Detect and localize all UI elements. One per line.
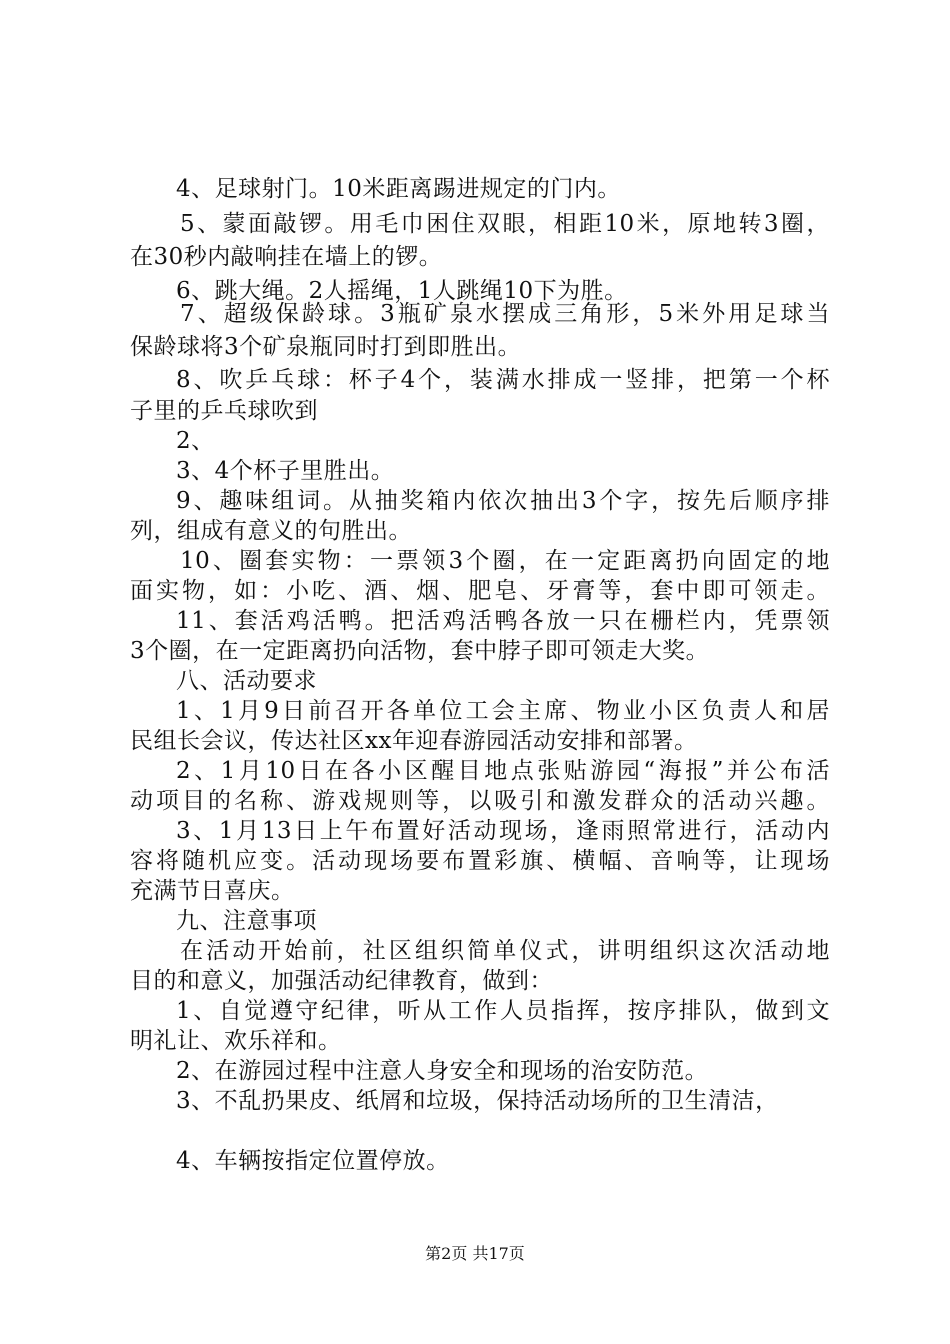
text-line: 动项目的名称、游戏规则等，以吸引和激发群众的活动兴趣。 bbox=[130, 788, 830, 814]
section-heading: 九、注意事项 bbox=[176, 908, 317, 934]
text-line: 目的和意义，加强活动纪律教育，做到： bbox=[130, 968, 553, 994]
text-line: 民组长会议，传达社区xx年迎春游园活动安排和部署。 bbox=[130, 728, 698, 754]
text-line: 1、1月9日前召开各单位工会主席、物业小区负责人和居 bbox=[176, 698, 830, 724]
text-line: 2、 bbox=[176, 428, 215, 454]
text-line: 10、圈套实物：一票领3个圈，在一定距离扔向固定的地 bbox=[180, 548, 830, 574]
text-line: 在30秒内敲响挂在墙上的锣。 bbox=[130, 244, 443, 270]
text-line: 3、4个杯子里胜出。 bbox=[176, 458, 395, 484]
text-line: 1、自觉遵守纪律，听从工作人员指挥，按序排队，做到文 bbox=[176, 998, 830, 1024]
text-line: 2、在游园过程中注意人身安全和现场的治安防范。 bbox=[176, 1058, 709, 1084]
text-line: 2、1月10日在各小区醒目地点张贴游园“海报”并公布活 bbox=[176, 758, 830, 784]
text-line: 明礼让、欢乐祥和。 bbox=[130, 1028, 342, 1054]
text-line: 8、吹乒乓球：杯子4个，装满水排成一竖排，把第一个杯 bbox=[176, 367, 830, 393]
text-line: 保龄球将3个矿泉瓶同时打到即胜出。 bbox=[130, 334, 522, 360]
text-line: 11、套活鸡活鸭。把活鸡活鸭各放一只在栅栏内，凭票领 bbox=[176, 608, 830, 634]
text-line: 列，组成有意义的句胜出。 bbox=[130, 518, 412, 544]
text-line: 面实物，如：小吃、酒、烟、肥皂、牙膏等，套中即可领走。 bbox=[130, 578, 830, 604]
text-line: 6、跳大绳。2人摇绳，1人跳绳10下为胜。 bbox=[176, 278, 628, 304]
text-line: 5、蒙面敲锣。用毛巾困住双眼，相距10米，原地转3圈， bbox=[180, 211, 830, 237]
text-line: 充满节日喜庆。 bbox=[130, 878, 295, 904]
text-line: 容将随机应变。活动现场要布置彩旗、横幅、音响等，让现场 bbox=[130, 848, 830, 874]
page-number-footer: 第2页 共17页 bbox=[425, 1244, 525, 1263]
text-line: 7、超级保龄球。3瓶矿泉水摆成三角形，5米外用足球当 bbox=[180, 301, 830, 327]
text-line: 3、不乱扔果皮、纸屑和垃圾，保持活动场所的卫生清洁， bbox=[176, 1088, 779, 1114]
text-line: 3、1月13日上午布置好活动现场，逢雨照常进行，活动内 bbox=[176, 818, 830, 844]
text-line: 4、车辆按指定位置停放。 bbox=[176, 1148, 450, 1174]
text-line: 4、足球射门。10米距离踢进规定的门内。 bbox=[176, 176, 621, 202]
text-line: 9、趣味组词。从抽奖箱内依次抽出3个字，按先后顺序排 bbox=[176, 488, 830, 514]
text-line: 子里的乒乓球吹到 bbox=[130, 398, 318, 424]
text-line: 3个圈，在一定距离扔向活物，套中脖子即可领走大奖。 bbox=[130, 638, 710, 664]
section-heading: 八、活动要求 bbox=[176, 668, 317, 694]
text-line: 在活动开始前，社区组织简单仪式，讲明组织这次活动地 bbox=[180, 938, 830, 964]
